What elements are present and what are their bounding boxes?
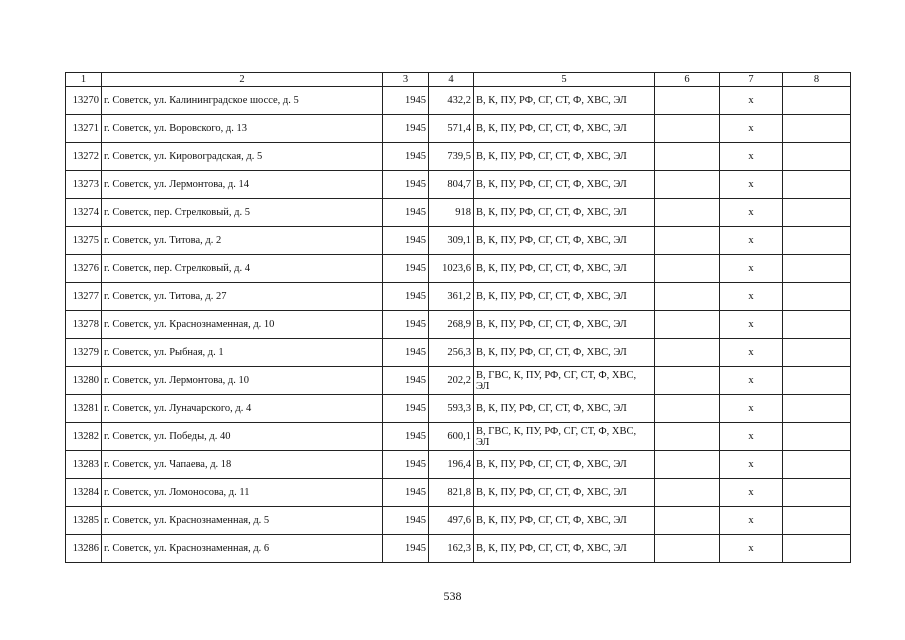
column-6-cell <box>655 171 720 199</box>
record-number: 13280 <box>66 367 102 395</box>
table-row <box>66 451 851 479</box>
area-cell: 739,5 <box>429 143 474 171</box>
table-row <box>66 283 851 311</box>
area-cell: 361,2 <box>429 283 474 311</box>
year-cell: 1945 <box>383 87 429 115</box>
record-number: 13273 <box>66 171 102 199</box>
utilities-cell: В, К, ПУ, РФ, СГ, СТ, Ф, ХВС, ЭЛ <box>474 199 655 227</box>
column-8-cell <box>783 479 851 507</box>
year-cell: 1945 <box>383 423 429 451</box>
year-cell: 1945 <box>383 535 429 563</box>
year-cell: 1945 <box>383 311 429 339</box>
column-7-cell: х <box>720 199 783 227</box>
area-cell: 593,3 <box>429 395 474 423</box>
column-6-cell <box>655 87 720 115</box>
utilities-cell: В, К, ПУ, РФ, СГ, СТ, Ф, ХВС, ЭЛ <box>474 115 655 143</box>
record-number: 13271 <box>66 115 102 143</box>
column-7-cell: х <box>720 507 783 535</box>
column-6-cell <box>655 143 720 171</box>
column-7-cell: х <box>720 451 783 479</box>
area-cell: 821,8 <box>429 479 474 507</box>
table-row <box>66 367 851 395</box>
area-cell: 432,2 <box>429 87 474 115</box>
table-row <box>66 255 851 283</box>
utilities-cell: В, К, ПУ, РФ, СГ, СТ, Ф, ХВС, ЭЛ <box>474 479 655 507</box>
utilities-cell: В, К, ПУ, РФ, СГ, СТ, Ф, ХВС, ЭЛ <box>474 507 655 535</box>
record-number: 13274 <box>66 199 102 227</box>
address-cell: г. Советск, ул. Победы, д. 40 <box>102 423 383 451</box>
year-cell: 1945 <box>383 507 429 535</box>
column-6-cell <box>655 227 720 255</box>
column-8-cell <box>783 507 851 535</box>
record-number: 13286 <box>66 535 102 563</box>
address-cell: г. Советск, ул. Лермонтова, д. 14 <box>102 171 383 199</box>
column-header-4: 4 <box>429 73 474 87</box>
table-row <box>66 395 851 423</box>
address-cell: г. Советск, ул. Кировоградская, д. 5 <box>102 143 383 171</box>
table-row <box>66 115 851 143</box>
column-8-cell <box>783 143 851 171</box>
table-row <box>66 535 851 563</box>
column-8-cell <box>783 227 851 255</box>
utilities-cell: В, К, ПУ, РФ, СГ, СТ, Ф, ХВС, ЭЛ <box>474 339 655 367</box>
column-8-cell <box>783 395 851 423</box>
address-cell: г. Советск, ул. Луначарского, д. 4 <box>102 395 383 423</box>
column-8-cell <box>783 423 851 451</box>
column-6-cell <box>655 395 720 423</box>
column-7-cell: х <box>720 423 783 451</box>
record-number: 13277 <box>66 283 102 311</box>
column-7-cell: х <box>720 479 783 507</box>
area-cell: 804,7 <box>429 171 474 199</box>
column-7-cell: х <box>720 311 783 339</box>
area-cell: 202,2 <box>429 367 474 395</box>
column-8-cell <box>783 311 851 339</box>
address-cell: г. Советск, ул. Краснознаменная, д. 6 <box>102 535 383 563</box>
table-row <box>66 507 851 535</box>
area-cell: 268,9 <box>429 311 474 339</box>
column-6-cell <box>655 507 720 535</box>
year-cell: 1945 <box>383 143 429 171</box>
column-8-cell <box>783 339 851 367</box>
utilities-cell: В, К, ПУ, РФ, СГ, СТ, Ф, ХВС, ЭЛ <box>474 143 655 171</box>
column-6-cell <box>655 115 720 143</box>
utilities-cell: В, К, ПУ, РФ, СГ, СТ, Ф, ХВС, ЭЛ <box>474 171 655 199</box>
column-6-cell <box>655 367 720 395</box>
column-8-cell <box>783 87 851 115</box>
utilities-cell: В, ГВС, К, ПУ, РФ, СГ, СТ, Ф, ХВС, ЭЛ <box>474 367 655 395</box>
page-number: 538 <box>443 589 462 603</box>
column-8-cell <box>783 199 851 227</box>
table-row <box>66 87 851 115</box>
column-6-cell <box>655 423 720 451</box>
column-header-7: 7 <box>720 73 783 87</box>
record-number: 13285 <box>66 507 102 535</box>
record-number: 13275 <box>66 227 102 255</box>
year-cell: 1945 <box>383 451 429 479</box>
column-header-2: 2 <box>102 73 383 87</box>
address-cell: г. Советск, ул. Титова, д. 2 <box>102 227 383 255</box>
column-6-cell <box>655 199 720 227</box>
column-6-cell <box>655 311 720 339</box>
table-row <box>66 227 851 255</box>
column-8-cell <box>783 451 851 479</box>
year-cell: 1945 <box>383 227 429 255</box>
record-number: 13276 <box>66 255 102 283</box>
year-cell: 1945 <box>383 283 429 311</box>
utilities-cell: В, К, ПУ, РФ, СГ, СТ, Ф, ХВС, ЭЛ <box>474 535 655 563</box>
column-8-cell <box>783 255 851 283</box>
record-number: 13283 <box>66 451 102 479</box>
column-7-cell: х <box>720 87 783 115</box>
utilities-cell: В, К, ПУ, РФ, СГ, СТ, Ф, ХВС, ЭЛ <box>474 395 655 423</box>
column-6-cell <box>655 283 720 311</box>
record-number: 13284 <box>66 479 102 507</box>
column-7-cell: х <box>720 395 783 423</box>
area-cell: 600,1 <box>429 423 474 451</box>
table-row <box>66 311 851 339</box>
year-cell: 1945 <box>383 367 429 395</box>
column-header-8: 8 <box>783 73 851 87</box>
column-8-cell <box>783 535 851 563</box>
column-6-cell <box>655 479 720 507</box>
record-number: 13270 <box>66 87 102 115</box>
utilities-cell: В, К, ПУ, РФ, СГ, СТ, Ф, ХВС, ЭЛ <box>474 255 655 283</box>
area-cell: 196,4 <box>429 451 474 479</box>
address-cell: г. Советск, ул. Краснознаменная, д. 10 <box>102 311 383 339</box>
table-row <box>66 143 851 171</box>
area-cell: 1023,6 <box>429 255 474 283</box>
record-number: 13272 <box>66 143 102 171</box>
utilities-cell: В, ГВС, К, ПУ, РФ, СГ, СТ, Ф, ХВС, ЭЛ <box>474 423 655 451</box>
utilities-cell: В, К, ПУ, РФ, СГ, СТ, Ф, ХВС, ЭЛ <box>474 283 655 311</box>
area-cell: 256,3 <box>429 339 474 367</box>
area-cell: 497,6 <box>429 507 474 535</box>
record-number: 13281 <box>66 395 102 423</box>
column-header-5: 5 <box>474 73 655 87</box>
header-row <box>66 73 851 87</box>
column-7-cell: х <box>720 283 783 311</box>
column-6-cell <box>655 255 720 283</box>
address-cell: г. Советск, ул. Титова, д. 27 <box>102 283 383 311</box>
table-row <box>66 199 851 227</box>
year-cell: 1945 <box>383 199 429 227</box>
year-cell: 1945 <box>383 171 429 199</box>
column-8-cell <box>783 283 851 311</box>
column-6-cell <box>655 451 720 479</box>
address-cell: г. Советск, ул. Воровского, д. 13 <box>102 115 383 143</box>
area-cell: 571,4 <box>429 115 474 143</box>
address-cell: г. Советск, ул. Калининградское шоссе, д. 5 <box>102 87 383 115</box>
table-row <box>66 479 851 507</box>
address-cell: г. Советск, пер. Стрелковый, д. 4 <box>102 255 383 283</box>
area-cell: 918 <box>429 199 474 227</box>
table-row <box>66 171 851 199</box>
utilities-cell: В, К, ПУ, РФ, СГ, СТ, Ф, ХВС, ЭЛ <box>474 227 655 255</box>
column-7-cell: х <box>720 227 783 255</box>
area-cell: 309,1 <box>429 227 474 255</box>
column-7-cell: х <box>720 339 783 367</box>
year-cell: 1945 <box>383 479 429 507</box>
year-cell: 1945 <box>383 255 429 283</box>
address-cell: г. Советск, ул. Ломоносова, д. 11 <box>102 479 383 507</box>
column-7-cell: х <box>720 367 783 395</box>
housing-registry-table <box>65 72 851 563</box>
column-7-cell: х <box>720 143 783 171</box>
address-cell: г. Советск, ул. Рыбная, д. 1 <box>102 339 383 367</box>
year-cell: 1945 <box>383 395 429 423</box>
utilities-cell: В, К, ПУ, РФ, СГ, СТ, Ф, ХВС, ЭЛ <box>474 87 655 115</box>
column-header-6: 6 <box>655 73 720 87</box>
table-row <box>66 339 851 367</box>
column-7-cell: х <box>720 171 783 199</box>
area-cell: 162,3 <box>429 535 474 563</box>
table-body <box>66 73 851 563</box>
column-8-cell <box>783 367 851 395</box>
year-cell: 1945 <box>383 115 429 143</box>
column-header-1: 1 <box>66 73 102 87</box>
utilities-cell: В, К, ПУ, РФ, СГ, СТ, Ф, ХВС, ЭЛ <box>474 311 655 339</box>
address-cell: г. Советск, ул. Лермонтова, д. 10 <box>102 367 383 395</box>
column-8-cell <box>783 115 851 143</box>
record-number: 13282 <box>66 423 102 451</box>
column-6-cell <box>655 339 720 367</box>
column-7-cell: х <box>720 255 783 283</box>
year-cell: 1945 <box>383 339 429 367</box>
table-row <box>66 423 851 451</box>
column-7-cell: х <box>720 535 783 563</box>
column-6-cell <box>655 535 720 563</box>
column-7-cell: х <box>720 115 783 143</box>
address-cell: г. Советск, пер. Стрелковый, д. 5 <box>102 199 383 227</box>
column-8-cell <box>783 171 851 199</box>
utilities-cell: В, К, ПУ, РФ, СГ, СТ, Ф, ХВС, ЭЛ <box>474 451 655 479</box>
column-header-3: 3 <box>383 73 429 87</box>
address-cell: г. Советск, ул. Краснознаменная, д. 5 <box>102 507 383 535</box>
record-number: 13278 <box>66 311 102 339</box>
address-cell: г. Советск, ул. Чапаева, д. 18 <box>102 451 383 479</box>
record-number: 13279 <box>66 339 102 367</box>
